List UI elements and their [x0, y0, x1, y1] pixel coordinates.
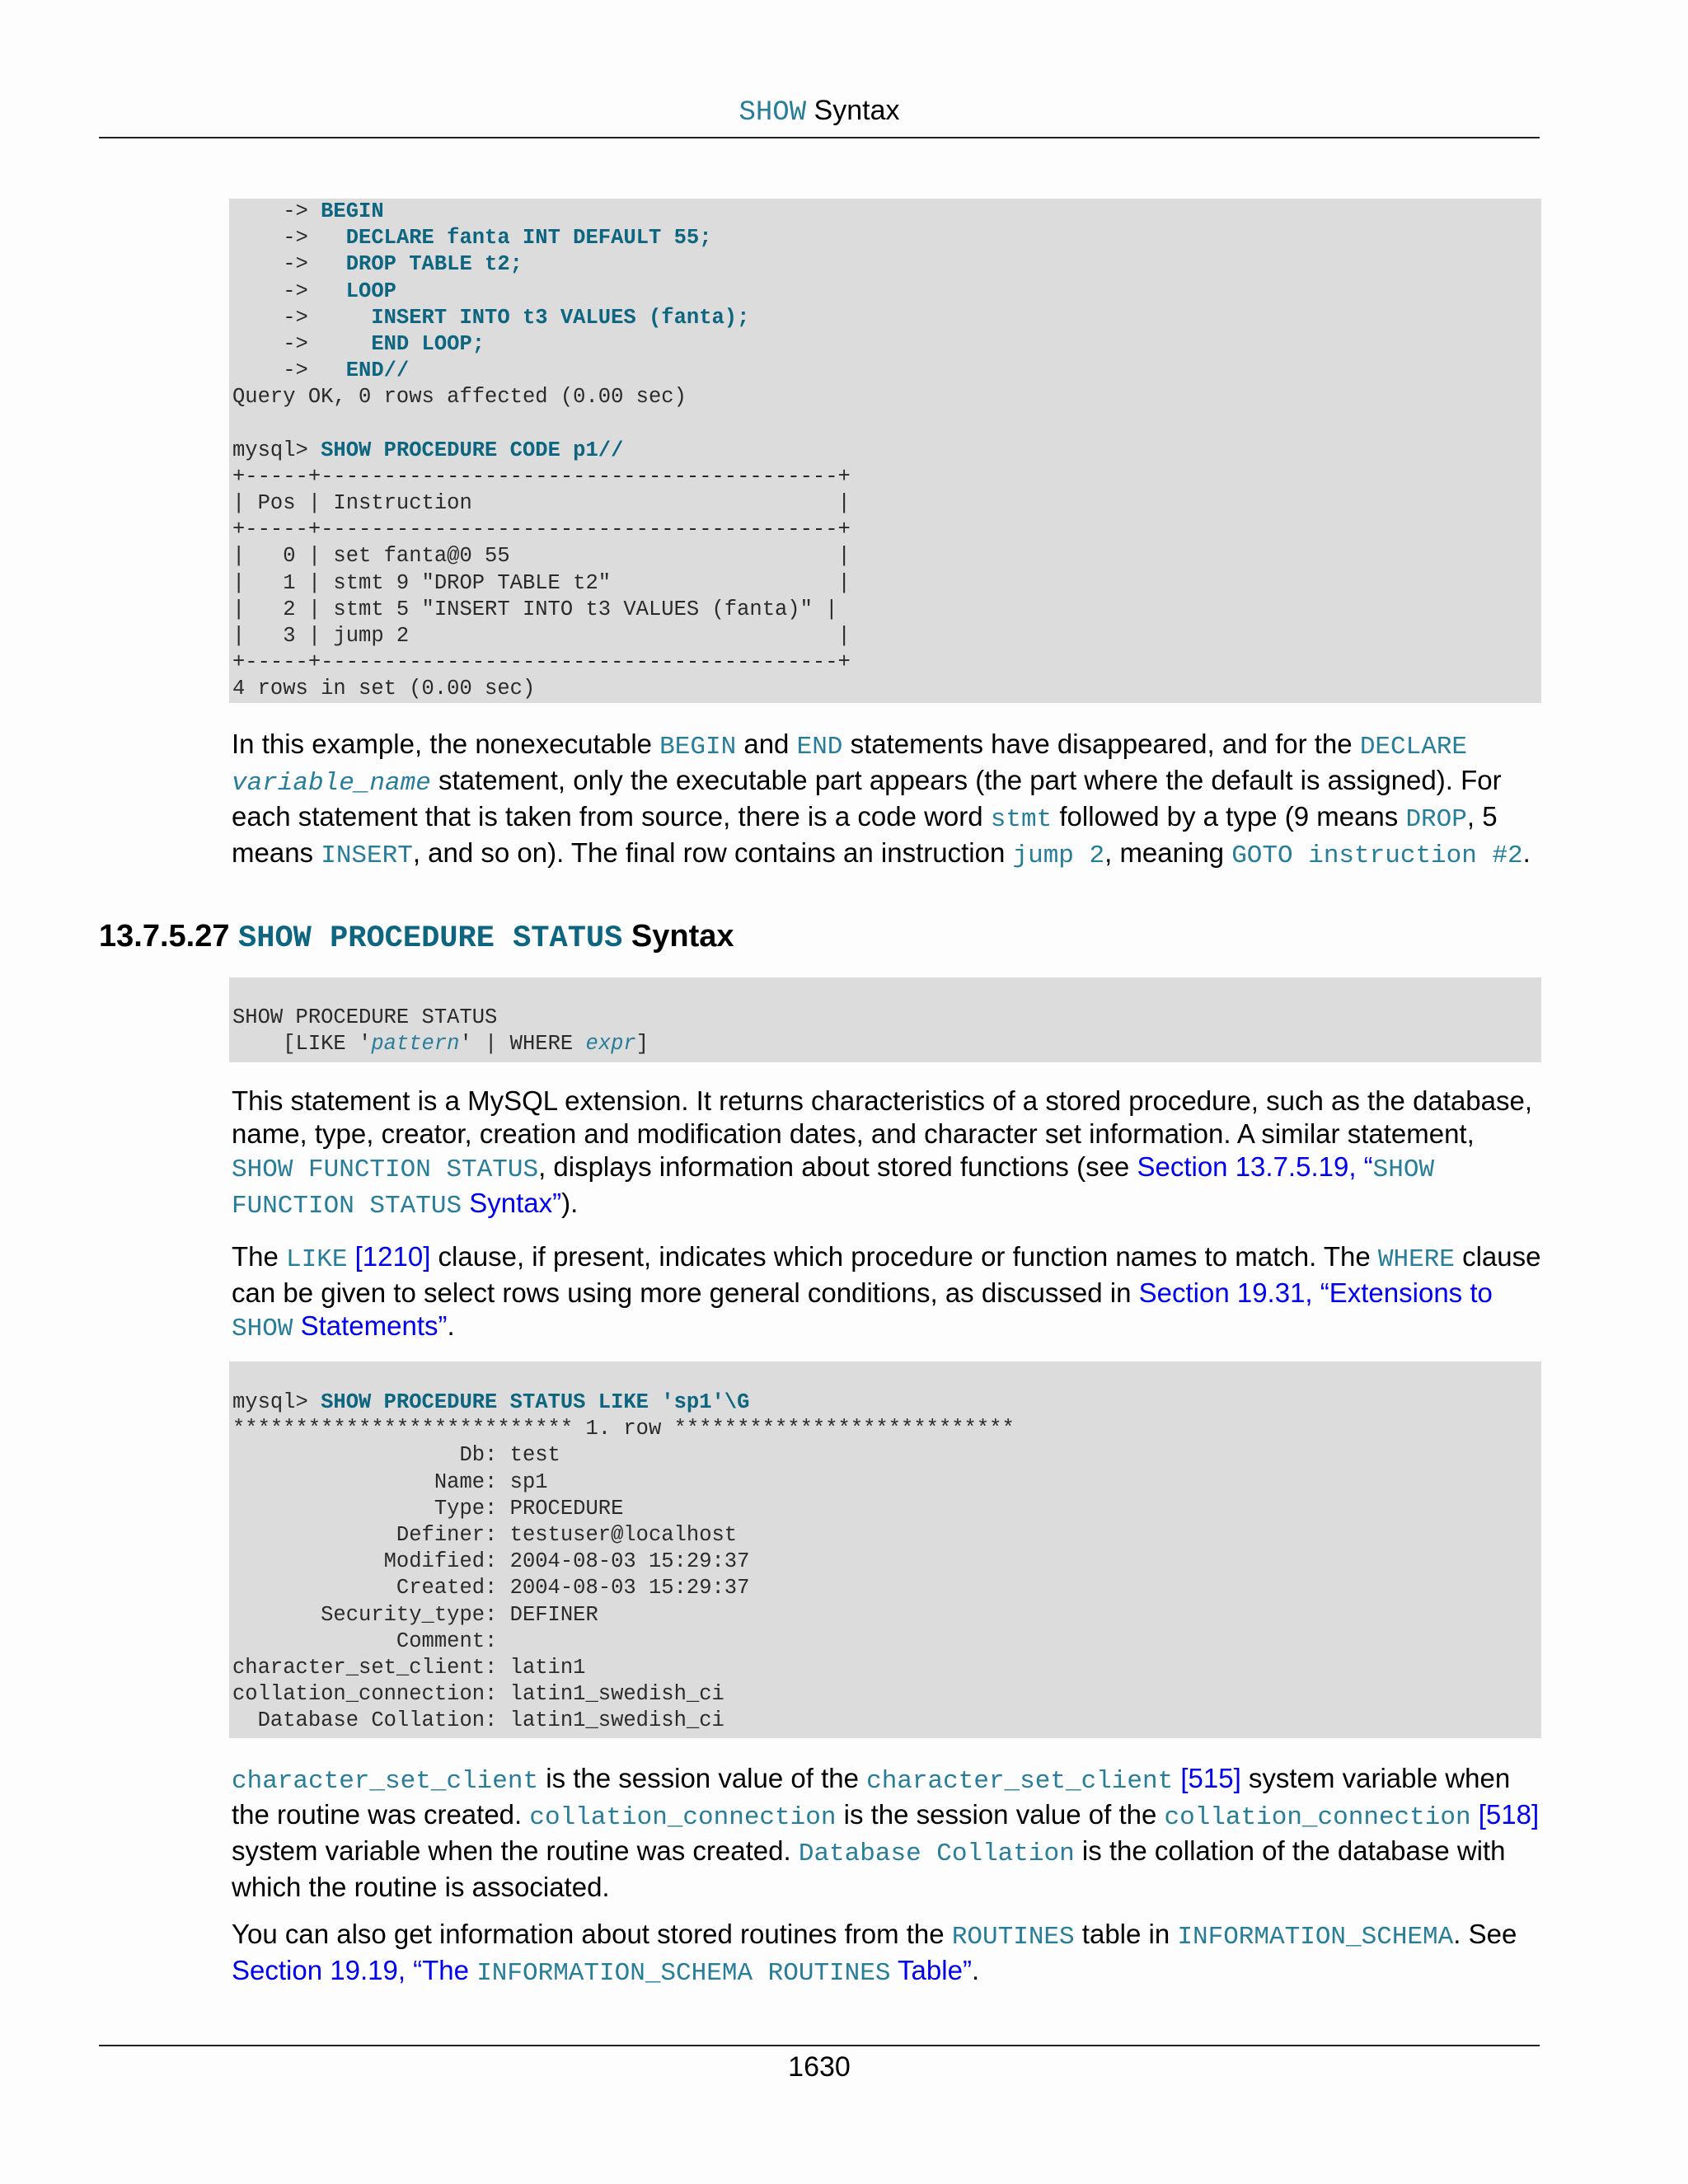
- command-text: BEGIN: [321, 199, 384, 223]
- code-line: [232, 1442, 1541, 1469]
- text-run: , displays information about stored functions (see: [538, 1151, 1137, 1182]
- text-run: is the session value of the: [538, 1763, 867, 1793]
- text-run: You can also get information about stored routines from the: [232, 1919, 952, 1949]
- text-run: [1173, 1763, 1180, 1793]
- code-line: [232, 1655, 1541, 1681]
- inline-code: DROP: [1405, 805, 1467, 834]
- text-run: ->: [232, 305, 372, 330]
- text-run: mysql>: [232, 438, 321, 462]
- code-line: [232, 1522, 1541, 1549]
- cross-reference-link[interactable]: [1210]: [354, 1241, 431, 1272]
- text-run: In this example, the nonexecutable: [232, 729, 660, 759]
- text-run: clause can be given to select rows using more general conditions, as discussed in: [232, 1241, 1541, 1308]
- text-run: +-----+-----------------------------------------+: [232, 464, 851, 489]
- running-header-code: SHOW: [738, 97, 807, 129]
- text-run: ->: [232, 226, 346, 251]
- text-run: , and so on). The final row contains an instruction: [412, 837, 1013, 868]
- text-run: mysql>: [232, 1390, 321, 1414]
- code-line: [232, 1390, 1541, 1416]
- text-run: Security_type: DEFINER: [232, 1602, 598, 1627]
- text-run: , 5 means: [232, 801, 1498, 868]
- cross-reference-link[interactable]: [518]: [1478, 1799, 1540, 1830]
- command-text: SHOW PROCEDURE STATUS LIKE 'sp1'\G: [321, 1390, 750, 1414]
- text-run: .: [1522, 837, 1531, 868]
- text-run: system variable when the routine was created.: [232, 1835, 799, 1866]
- code-line: [232, 1469, 1541, 1496]
- text-run: | 0 | set fanta@0 55 |: [232, 544, 851, 569]
- text-run: Type: PROCEDURE: [232, 1496, 624, 1521]
- inline-code: SHOW FUNCTION STATUS: [232, 1155, 1435, 1221]
- text-run: followed by a type (9 means: [1052, 801, 1406, 832]
- text-run: The: [232, 1241, 287, 1272]
- placeholder-text: pattern: [371, 1032, 460, 1057]
- inline-code: WHERE: [1377, 1245, 1455, 1274]
- code-line: [232, 438, 1541, 464]
- text-run: [1471, 1799, 1479, 1830]
- text-run: clause, if present, indicates which procedure or function names to match. The: [430, 1241, 1378, 1272]
- text-run: .: [971, 1955, 980, 1985]
- text-run: Modified: 2004-08-03 15:29:37: [232, 1549, 750, 1574]
- code-block-status-example: [229, 1361, 1541, 1738]
- text-run: Definer: testuser@localhost: [232, 1522, 738, 1547]
- section-heading: [99, 916, 734, 958]
- code-line: [232, 251, 1541, 278]
- code-line: [232, 1496, 1541, 1522]
- text-run: system variable when the routine was created.: [232, 1763, 1511, 1830]
- cross-reference-link[interactable]: [515]: [1180, 1763, 1241, 1793]
- code-line: [232, 1549, 1541, 1575]
- code-line: [232, 597, 1541, 623]
- paragraph-code-explanation: [232, 728, 1542, 873]
- text-run: ]: [635, 1032, 649, 1057]
- code-line: [232, 570, 1541, 597]
- footer-rule: [99, 2045, 1540, 2046]
- text-run: +-----+-----------------------------------------+: [232, 650, 851, 675]
- command-text: END LOOP;: [371, 331, 485, 356]
- text-run: Database Collation: latin1_swedish_ci: [232, 1708, 724, 1733]
- text-run: [347, 1241, 354, 1272]
- text-run: +-----+-----------------------------------------+: [232, 518, 851, 542]
- text-run: Created: 2004-08-03 15:29:37: [232, 1576, 750, 1601]
- code-block-syntax: [229, 977, 1541, 1062]
- text-run: SHOW PROCEDURE STATUS: [232, 1005, 498, 1029]
- cross-reference-link[interactable]: Statements”: [293, 1310, 448, 1341]
- text-run: *************************** 1. row ***************************: [232, 1417, 1015, 1441]
- inline-code: SHOW FUNCTION STATUS: [232, 1155, 539, 1184]
- inline-code: INFORMATION_SCHEMA ROUTINES: [476, 1959, 891, 1988]
- code-line: [232, 543, 1541, 569]
- text-run: . See: [1453, 1919, 1517, 1949]
- code-line: [232, 199, 1541, 225]
- code-line: [232, 225, 1541, 251]
- text-run: table in: [1074, 1919, 1178, 1949]
- paragraph-statement-description: [232, 1085, 1542, 1223]
- text-run: statements have disappeared, and for the: [842, 729, 1360, 759]
- text-run: ->: [232, 199, 321, 223]
- code-line: [232, 623, 1541, 649]
- code-line: [232, 649, 1541, 676]
- paragraph-session-values: [232, 1762, 1542, 1904]
- section-heading-text: Syntax: [622, 919, 734, 954]
- inline-code: collation_connection: [1164, 1803, 1471, 1832]
- inline-code: ROUTINES: [951, 1923, 1075, 1952]
- command-text: LOOP: [345, 279, 396, 303]
- inline-code: jump 2: [1012, 841, 1105, 870]
- section-heading-code: SHOW PROCEDURE STATUS: [238, 921, 623, 956]
- inline-code: LIKE: [286, 1245, 348, 1274]
- command-text: END//: [345, 359, 410, 383]
- code-block-procedure-code: [229, 199, 1541, 703]
- command-text: SHOW PROCEDURE CODE p1//: [321, 438, 624, 462]
- code-line: [232, 305, 1541, 331]
- header-rule: [99, 137, 1540, 138]
- inline-code: stmt: [990, 805, 1053, 834]
- inline-code: GOTO instruction #2: [1231, 841, 1523, 870]
- cross-reference-link[interactable]: Syntax”: [462, 1188, 562, 1218]
- section-number: 13.7.5.27: [99, 919, 239, 954]
- cross-reference-link[interactable]: Section 19.19, “The: [232, 1955, 477, 1985]
- text-run: ->: [232, 279, 346, 303]
- code-line: [232, 279, 1541, 305]
- text-run: | 2 | stmt 5 "INSERT INTO t3 VALUES (fanta)" |: [232, 597, 838, 621]
- text-run: ->: [232, 331, 372, 356]
- text-run: ).: [561, 1188, 579, 1218]
- code-line: [232, 1416, 1541, 1442]
- inline-code: Database Collation: [798, 1840, 1075, 1868]
- code-line: [232, 358, 1541, 384]
- command-text: DROP TABLE t2;: [345, 252, 523, 277]
- text-run: statement, only the executable part appears (the part where the default is assigned). For each statement that is taken from source, there is a code word: [232, 765, 1502, 832]
- code-line: [232, 1005, 1541, 1031]
- paragraph-like-clause: [232, 1240, 1542, 1346]
- placeholder-text: variable_name: [232, 769, 431, 798]
- text-run: ' | WHERE: [459, 1032, 586, 1057]
- text-run: and: [736, 729, 797, 759]
- text-run: | Pos | Instruction |: [232, 491, 851, 516]
- command-text: INSERT INTO t3 VALUES (fanta);: [371, 305, 750, 330]
- text-run: Query OK, 0 rows affected (0.00 sec): [232, 385, 687, 410]
- inline-code: BEGIN: [659, 733, 737, 762]
- text-run: This statement is a MySQL extension. It returns characteristics of a stored procedure, such as the database, name, type, creator, creation and modification dates, and character set information. A similar statement,: [232, 1085, 1533, 1149]
- cross-reference-link[interactable]: Section 19.31, “Extensions to: [1138, 1277, 1493, 1308]
- code-line: [232, 411, 1541, 438]
- inline-code: SHOW: [232, 1315, 293, 1343]
- placeholder-text: expr: [585, 1032, 636, 1057]
- text-run: ->: [232, 359, 346, 383]
- code-line: [232, 676, 1541, 702]
- inline-code: collation_connection: [529, 1803, 837, 1832]
- text-run: Db: test: [232, 1443, 560, 1468]
- code-line: [232, 1602, 1541, 1629]
- code-line: [232, 1681, 1541, 1708]
- text-run: is the session value of the: [836, 1799, 1165, 1830]
- page-number: 1630: [788, 2051, 851, 2083]
- code-line: [232, 490, 1541, 517]
- code-line: [232, 384, 1541, 410]
- inline-code: END: [796, 733, 843, 762]
- text-run: Name: sp1: [232, 1469, 548, 1494]
- inline-code: character_set_client: [232, 1767, 539, 1796]
- text-run: .: [447, 1310, 455, 1341]
- inline-code: character_set_client: [866, 1767, 1174, 1796]
- code-line: [232, 331, 1541, 358]
- text-run: ->: [232, 252, 346, 277]
- text-run: | 3 | jump 2 |: [232, 624, 851, 648]
- inline-code: DECLARE: [1359, 733, 1468, 762]
- text-run: Comment:: [232, 1629, 498, 1653]
- code-line: [232, 464, 1541, 490]
- text-run: collation_connection: latin1_swedish_ci: [232, 1682, 724, 1707]
- code-line: [232, 1575, 1541, 1601]
- cross-reference-link[interactable]: Section 13.7.5.19, “: [1137, 1151, 1373, 1182]
- inline-code: INFORMATION_SCHEMA: [1177, 1923, 1454, 1952]
- code-line: [232, 1708, 1541, 1734]
- text-run: , meaning: [1104, 837, 1232, 868]
- text-run: is the collation of the database with which the routine is associated.: [232, 1835, 1506, 1902]
- paragraph-information-schema: [232, 1918, 1542, 1990]
- running-header: [99, 92, 1540, 131]
- code-line: [232, 1629, 1541, 1655]
- text-run: [LIKE ': [232, 1032, 372, 1057]
- inline-code: INSERT: [321, 841, 413, 870]
- code-line: [232, 1031, 1541, 1057]
- text-run: character_set_client: latin1: [232, 1655, 586, 1680]
- command-text: DECLARE fanta INT DEFAULT 55;: [345, 226, 712, 251]
- text-run: 4 rows in set (0.00 sec): [232, 677, 536, 701]
- cross-reference-link[interactable]: Table”: [890, 1955, 972, 1985]
- code-line: [232, 517, 1541, 543]
- text-run: | 1 | stmt 9 "DROP TABLE t2" |: [232, 570, 851, 595]
- running-header-text: Syntax: [806, 95, 900, 126]
